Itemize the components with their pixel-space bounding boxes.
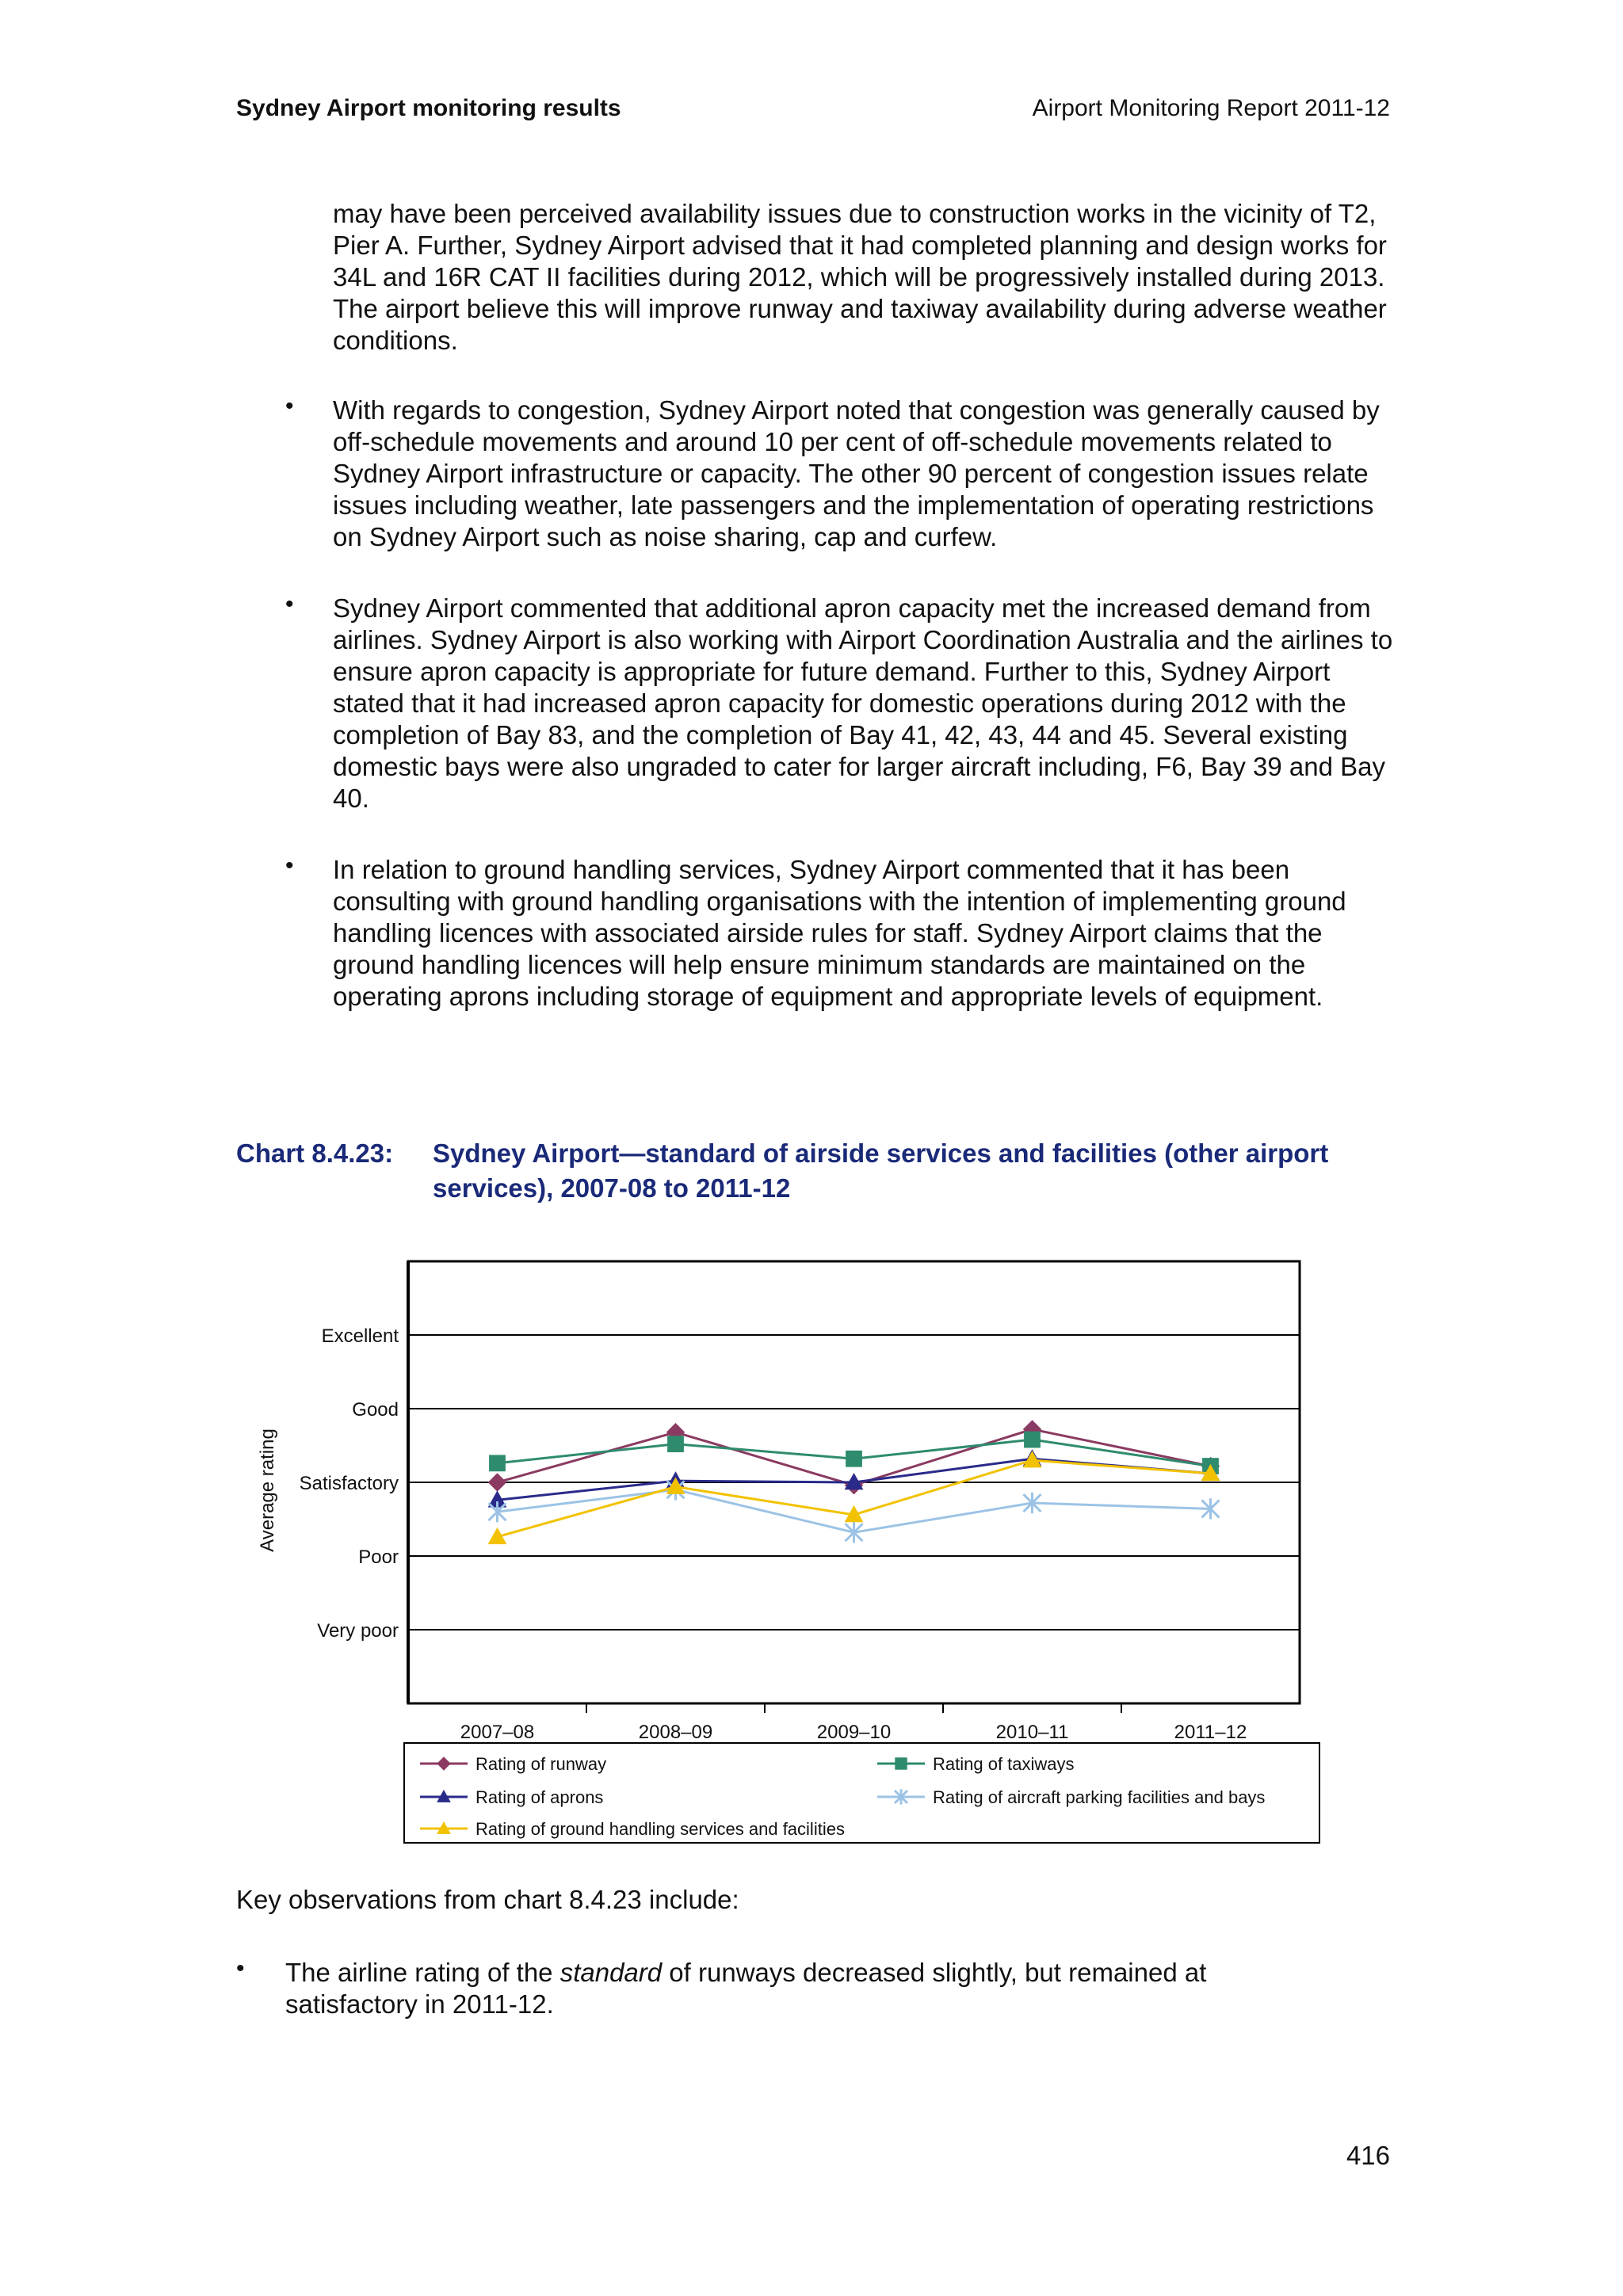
running-header-left: Sydney Airport monitoring results	[236, 95, 621, 121]
bullet-glyph: •	[236, 1955, 245, 1981]
legend-label: Rating of taxiways	[933, 1754, 1075, 1774]
x-tick-label: 2007–08	[460, 1722, 535, 1743]
legend-label: Rating of runway	[475, 1754, 607, 1774]
observation-text-before: The airline rating of the	[285, 1958, 560, 1987]
data-point	[1025, 1432, 1041, 1447]
legend-entry	[877, 1787, 1265, 1807]
y-tick-label: Poor	[358, 1547, 399, 1568]
legend-entry	[420, 1819, 845, 1839]
legend-label: Rating of aircraft parking facilities and bays	[933, 1787, 1266, 1807]
legend-marker	[896, 1758, 907, 1769]
legend-label: Rating of aprons	[475, 1787, 604, 1807]
legend-label: Rating of ground handling services and facilities	[475, 1819, 845, 1839]
observation-item-1	[285, 1957, 1316, 2020]
x-tick-label: 2011–12	[1174, 1722, 1247, 1743]
x-tick-label: 2008–09	[638, 1722, 713, 1743]
running-header-right: Airport Monitoring Report 2011-12	[1032, 95, 1390, 121]
data-point	[490, 1455, 506, 1471]
y-tick-label: Good	[352, 1399, 399, 1421]
bullet-glyph: •	[285, 852, 294, 879]
continued-paragraph: may have been perceived availability issues due to construction works in the vicinity of T2, Pier A. Further, Sydney Airport advised that it had completed planning and design works for 34L and 16R CAT II facilities during 2012, which will be progressively installed during 2013. The airport believe this will improve runway and taxiway availability during adverse weather conditions.	[333, 199, 1387, 355]
observations-intro: Key observations from chart 8.4.23 include:	[236, 1885, 739, 1914]
observation-text-after: of runways decreased slightly, but remained at satisfactory in 2011-12.	[285, 1958, 1207, 2019]
x-tick-label: 2009–10	[816, 1722, 892, 1743]
data-point	[846, 1451, 862, 1466]
chart-title-line-1: Sydney Airport—standard of airside services and facilities (other airport	[433, 1138, 1329, 1168]
bullet-glyph: •	[285, 591, 294, 617]
page-number: 416	[1346, 2141, 1390, 2170]
bullet-paragraph-congestion: With regards to congestion, Sydney Airport noted that congestion was generally caused by off-schedule movements and around 10 per cent of off-schedule movements related to Sydney Airport infrastructure or capacity. The other 90 percent of congestion issues relate issues including weather, late passengers and the implementation of operating restrictions on Sydney Airport such as noise sharing, cap and curfew.	[333, 395, 1380, 551]
chart-number: Chart 8.4.23:	[236, 1138, 394, 1168]
y-tick-label: Very poor	[317, 1620, 399, 1642]
y-tick-label: Satisfactory	[299, 1473, 399, 1494]
observation-emphasis: standard	[559, 1958, 663, 1987]
bullet-paragraph-ground-handling: In relation to ground handling services, Sydney Airport commented that it has been consulting with ground handling organisations with the intention of implementing ground handling licences with associated airside rules for staff. Sydney Airport claims that the ground handling licences will help ensure minimum standards are maintained on the operating aprons including storage of equipment and appropriate levels of equipment.	[333, 855, 1346, 1011]
chart-title-line-2: services), 2007-08 to 2011-12	[433, 1173, 791, 1203]
y-tick-label: Excellent	[321, 1325, 399, 1347]
y-axis-title: Average rating	[257, 1428, 278, 1552]
data-point	[668, 1436, 684, 1452]
x-tick-label: 2010–11	[995, 1722, 1069, 1743]
bullet-paragraph-apron: Sydney Airport commented that additional apron capacity met the increased demand from airlines. Sydney Airport is also working with Airport Coordination Australia and the airlines to ensure apron capacity is appropriate for future demand. Further to this, Sydney Airport stated that it had increased apron capacity for domestic operations during 2012 with the completion of Bay 83, and the completion of Bay 41, 42, 43, 44 and 45. Several existing domestic bays were also ungraded to cater for larger aircraft including, F6, Bay 39 and Bay 40.	[333, 593, 1393, 813]
bullet-glyph: •	[285, 393, 294, 419]
